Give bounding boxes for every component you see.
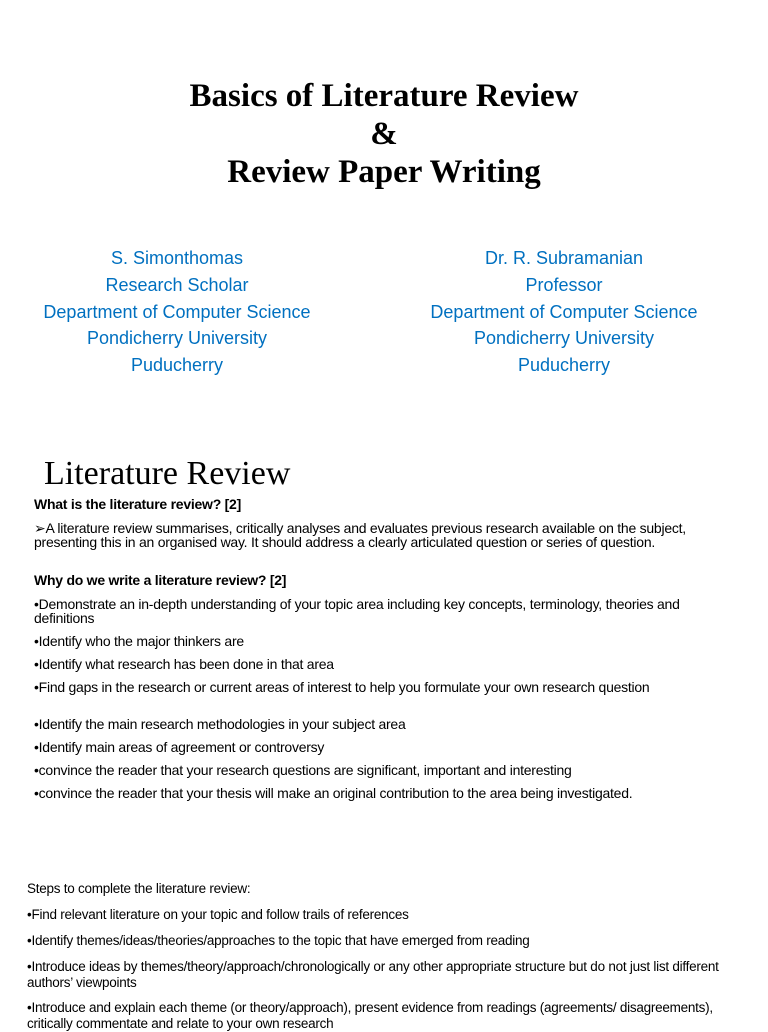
author-city: Puducherry — [517, 355, 611, 376]
document-title-ampersand: & — [370, 116, 398, 152]
list-item: •Identify what research has been done in that area — [34, 656, 334, 672]
author-department: Department of Computer Science — [430, 301, 698, 322]
author-role: Professor — [525, 274, 603, 295]
author-block-1 — [0, 245, 357, 379]
document-title-line-2: Review Paper Writing — [227, 154, 541, 190]
author-university: Pondicherry University — [473, 328, 655, 349]
author-city: Puducherry — [130, 355, 224, 376]
list-item: •Identify who the major thinkers are — [34, 633, 244, 649]
steps-heading: Steps to complete the literature review: — [27, 881, 251, 896]
author-university: Pondicherry University — [86, 328, 268, 349]
list-item: •Identify main areas of agreement or controversy — [34, 739, 325, 755]
step-item: •Find relevant literature on your topic and follow trails of references — [27, 907, 409, 922]
list-item: •Demonstrate an in-depth understanding of your topic area including key concepts, terminology, theories and definitions — [34, 596, 680, 626]
author-name: S. Simonthomas — [110, 248, 244, 268]
section-heading: Literature Review — [44, 455, 291, 492]
list-item: •convince the reader that your research questions are significant, important and interesting — [34, 762, 572, 778]
document-title-line-1: Basics of Literature Review — [189, 78, 579, 114]
author-department: Department of Computer Science — [43, 301, 311, 322]
question-heading: Why do we write a literature review? [2] — [34, 572, 287, 588]
step-item: •Introduce and explain each theme (or theory/approach), present evidence from readings (agreements/ disagreements), critically commentate and relate to your own research — [27, 1000, 713, 1031]
list-item: •Find gaps in the research or current areas of interest to help you formulate your own research question — [34, 679, 650, 695]
author-role: Research Scholar — [105, 274, 249, 295]
step-item: •Identify themes/ideas/theories/approaches to the topic that have emerged from reading — [27, 933, 530, 948]
author-block-2 — [384, 245, 744, 379]
list-item: •convince the reader that your thesis will make an original contribution to the area being investigated. — [34, 785, 633, 801]
author-name: Dr. R. Subramanian — [484, 248, 644, 268]
answer-paragraph: ➢A literature review summarises, critically analyses and evaluates previous research available on the subject, presenting this in an organised way. It should address a clearly articulated question or series of question. — [34, 520, 686, 550]
question-heading: What is the literature review? [2] — [34, 496, 241, 512]
step-item: •Introduce ideas by themes/theory/approach/chronologically or any other appropriate structure but do not just list different authors’ viewpoints — [27, 959, 719, 990]
list-item: •Identify the main research methodologies in your subject area — [34, 716, 406, 732]
